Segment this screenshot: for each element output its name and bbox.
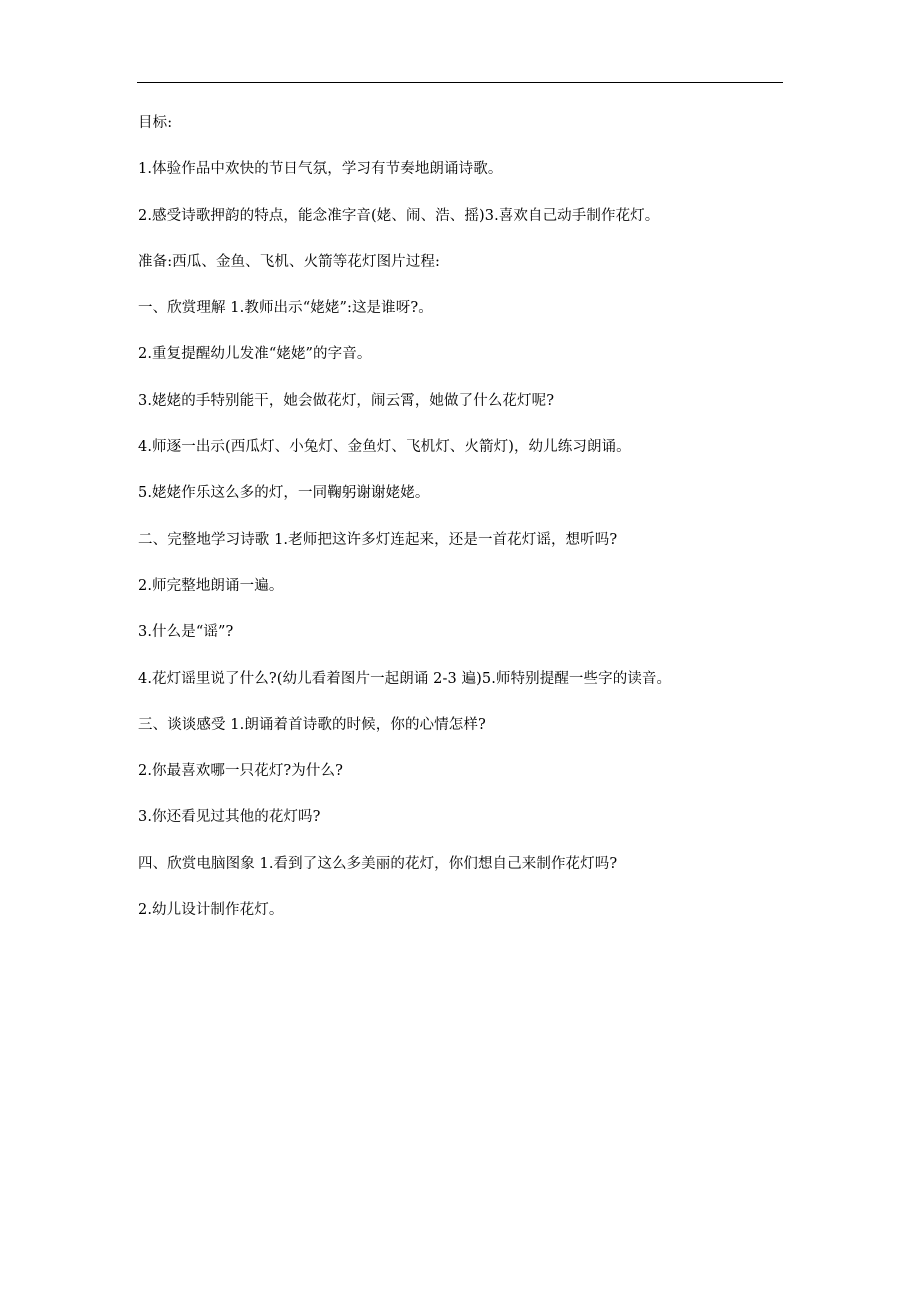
header-rule [137, 82, 783, 83]
step-3-heading: 三、谈谈感受 1.朗诵着首诗歌的时候，你的心情怎样? [138, 716, 486, 733]
step-4-heading: 四、欣赏电脑图象 1.看到了这么多美丽的花灯，你们想自己来制作花灯吗? [138, 855, 618, 872]
step-3-item-3: 3.你还看见过其他的花灯吗? [138, 809, 321, 826]
step-3-item-2: 2.你最喜欢哪一只花灯?为什么? [138, 763, 343, 780]
goal-item-1: 1.体验作品中欢快的节日气氛，学习有节奏地朗诵诗歌。 [138, 161, 503, 178]
step-1-item-3: 3.姥姥的手特别能干，她会做花灯，闹云霄，她做了什么花灯呢? [138, 392, 555, 409]
step-2-item-2: 2.师完整地朗诵一遍。 [138, 577, 284, 594]
goal-item-2: 2.感受诗歌押韵的特点，能念准字音(姥、闹、浩、摇)3.喜欢自己动手制作花灯。 [138, 207, 660, 224]
step-1-item-5: 5.姥姥作乐这么多的灯，一同鞠躬谢谢姥姥。 [138, 485, 430, 502]
step-2-item-3: 3.什么是“谣”? [138, 624, 234, 641]
step-1-heading: 一、欣赏理解 1.教师出示“姥姥”:这是谁呀?。 [138, 300, 433, 317]
step-1-item-2: 2.重复提醒幼儿发准“姥姥”的字音。 [138, 346, 372, 363]
step-4-item-2: 2.幼儿设计制作花灯。 [138, 902, 284, 919]
section-heading-goals: 目标: [138, 115, 173, 131]
document-body [138, 112, 788, 945]
step-1-item-4: 4.师逐一出示(西瓜灯、小兔灯、金鱼灯、飞机灯、火箭灯)，幼儿练习朗诵。 [138, 439, 631, 456]
step-2-item-4: 4.花灯谣里说了什么?(幼儿看着图片一起朗诵 2-3 遍)5.师特别提醒一些字的读音。 [138, 670, 672, 687]
preparation-line: 准备:西瓜、金鱼、飞机、火箭等花灯图片过程: [138, 253, 440, 270]
step-2-heading: 二、完整地学习诗歌 1.老师把这许多灯连起来，还是一首花灯谣，想听吗? [138, 531, 618, 548]
